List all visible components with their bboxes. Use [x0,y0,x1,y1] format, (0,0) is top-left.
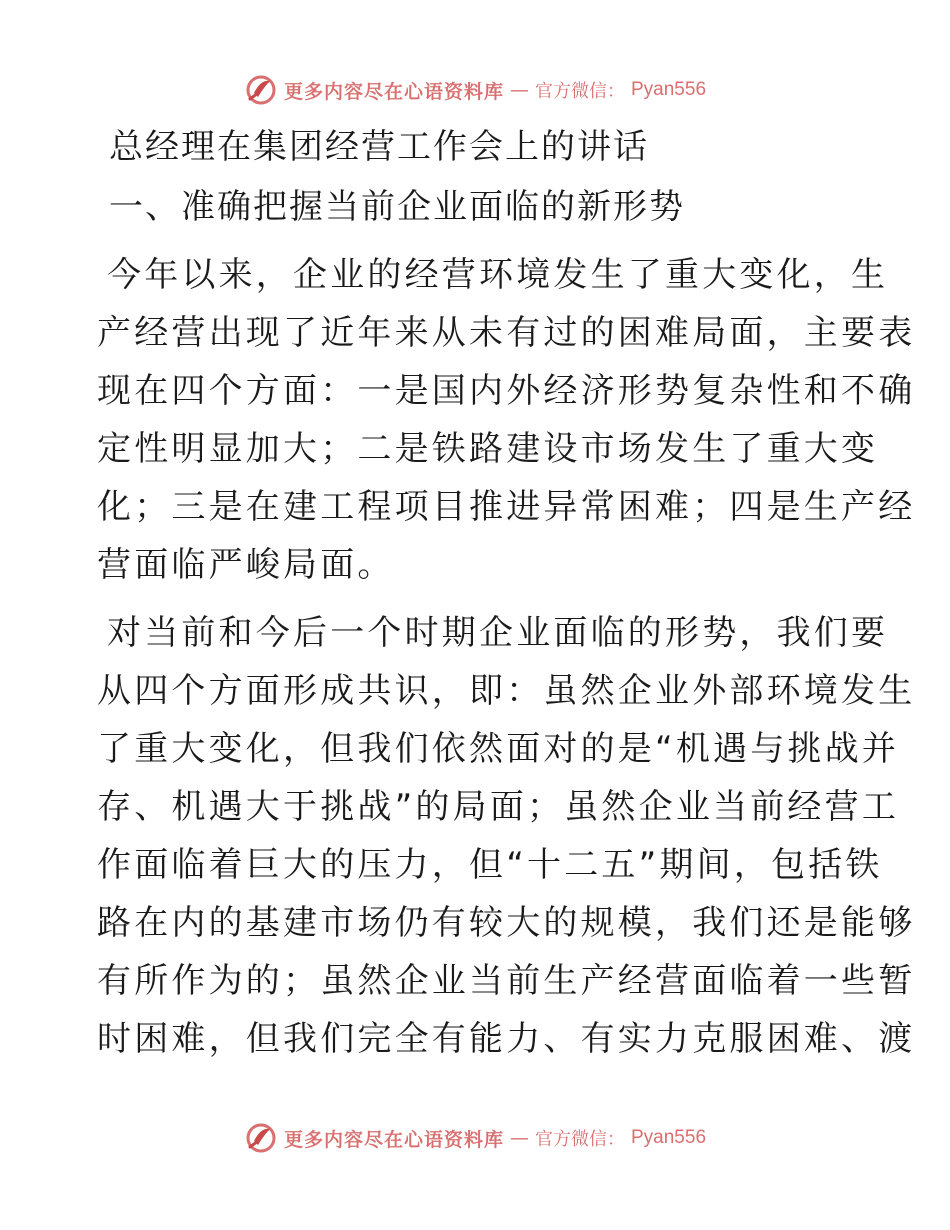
paragraph-line: 了重大变化，但我们依然面对的是“机遇与挑战并 [97,729,900,769]
paragraph-line: 时困难，但我们完全有能力、有实力克服困难、渡 [97,1019,916,1059]
paragraph-line: 今年以来，企业的经营环境发生了重大变化，生 [107,255,889,295]
paragraph-line: 营面临严峻局面。 [97,545,395,585]
paragraph-line: 从四个方面形成共识，即：虽然企业外部环境发生 [97,671,916,711]
paragraph-line: 现在四个方面：一是国内外经济形势复杂性和不确 [97,371,916,411]
banner-separator: — [510,1127,529,1149]
section-heading: 一、准确把握当前企业面临的新形势 [109,187,685,227]
brand-logo-icon [244,73,278,107]
paragraph-line: 有所作为的；虽然企业当前生产经营面临着一些暂 [97,961,916,1001]
paragraph-2 [97,604,916,1068]
paragraph-line: 定性明显加大；二是铁路建设市场发生了重大变 [97,429,879,469]
paragraph-line: 作面临着巨大的压力，但“十二五”期间，包括铁 [97,845,883,885]
footer-banner [0,1118,950,1158]
paragraph-1 [97,246,916,594]
document-body [97,118,916,1068]
banner-brand-text: 更多内容尽在心语资料库 [283,1128,504,1151]
header-banner [0,70,950,110]
banner-contact-id: Pyan556 [631,1127,707,1148]
banner-contact-label: 官方微信： [535,81,625,102]
document-title: 总经理在集团经营工作会上的讲话 [109,127,649,167]
banner-contact-id: Pyan556 [631,79,707,100]
paragraph-line: 路在内的基建市场仍有较大的规模，我们还是能够 [97,903,916,943]
paragraph-line: 对当前和今后一个时期企业面临的形势，我们要 [107,613,889,653]
brand-logo-icon [244,1121,278,1155]
banner-brand-text: 更多内容尽在心语资料库 [283,80,504,103]
banner-contact-label: 官方微信： [535,1129,625,1150]
paragraph-line: 产经营出现了近年来从未有过的困难局面，主要表 [97,313,916,353]
paragraph-line: 存、机遇大于挑战”的局面；虽然企业当前经营工 [97,787,900,827]
paragraph-line: 化；三是在建工程项目推进异常困难；四是生产经 [97,487,916,527]
banner-separator: — [510,79,529,101]
